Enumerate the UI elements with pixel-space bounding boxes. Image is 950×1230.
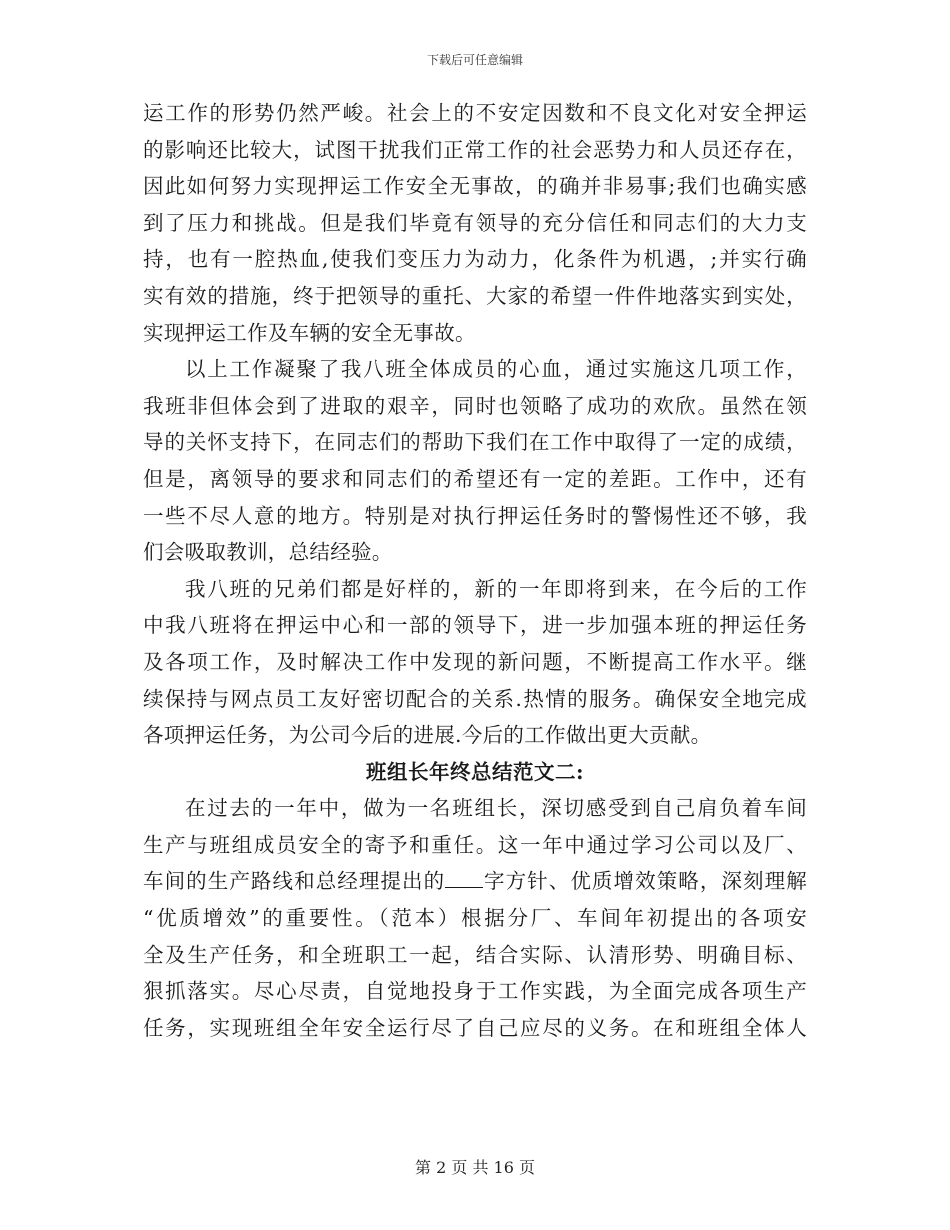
- text-line: 持，也有一腔热血,使我们变压力为动力，化条件为机遇，;并实行确: [143, 247, 807, 272]
- text-line: 及各项工作，及时解决工作中发现的新问题，不断提高工作水平。继: [143, 649, 807, 674]
- text-line: 们会吸取教训，总结经验。: [143, 540, 393, 565]
- text-line: 实有效的措施，终于把领导的重托、大家的希望一件件地落实到实处，: [143, 283, 807, 308]
- text-segment: 字方针、优质增效策略，深刻理解: [483, 869, 808, 894]
- fill-in-blank: [445, 869, 483, 888]
- text-line: 我八班的兄弟们都是好样的，新的一年即将到来，在今后的工作: [185, 576, 807, 601]
- text-line: 中我八班将在押运中心和一部的领导下，进一步加强本班的押运任务: [143, 613, 807, 638]
- text-line: 生产与班组成员安全的寄予和重任。这一年中通过学习公司以及厂、: [143, 832, 807, 857]
- text-line: 我班非但体会到了进取的艰辛，同时也领略了成功的欢欣。虽然在领: [143, 393, 807, 418]
- paragraph-3: [143, 571, 807, 754]
- paragraph-4: [143, 790, 807, 1046]
- text-line: 全及生产任务，和全班职工一起，结合实际、认清形势、明确目标、: [143, 942, 807, 967]
- section-heading: 班组长年终总结范文二:: [365, 759, 585, 784]
- text-line: 因此如何努力实现押运工作安全无事故，的确并非易事;我们也确实感: [143, 174, 807, 199]
- document-body: [143, 95, 807, 1046]
- text-line: 以上工作凝聚了我八班全体成员的心血，通过实施这几项工作，: [185, 357, 807, 382]
- text-segment: 车间的生产路线和总经理提出的: [143, 869, 446, 894]
- text-line: 但是，离领导的要求和同志们的希望还有一定的差距。工作中，还有: [143, 466, 807, 491]
- paragraph-2: [143, 351, 807, 571]
- text-line: 各项押运任务，为公司今后的进展.今后的工作做出更大贡献。: [143, 723, 712, 748]
- text-line: 续保持与网点员工友好密切配合的关系.热情的服务。确保安全地完成: [143, 686, 807, 711]
- text-line: [143, 863, 807, 900]
- paragraph-1: [143, 95, 807, 351]
- text-line: 狠抓落实。尽心尽责，自觉地投身于工作实践，为全面完成各项生产: [143, 979, 807, 1004]
- text-line: 运工作的形势仍然严峻。社会上的不安定因数和不良文化对安全押运: [143, 101, 807, 125]
- page-footer: 第 2 页 共 16 页: [415, 1158, 535, 1177]
- text-line: 实现押运工作及车辆的安全无事故。: [143, 320, 476, 345]
- text-line: 的影响还比较大，试图干扰我们正常工作的社会恶势力和人员还存在，: [143, 137, 807, 162]
- text-line: 导的关怀支持下，在同志们的帮助下我们在工作中取得了一定的成绩，: [143, 430, 807, 455]
- page-header: 下载后可任意编辑: [426, 53, 523, 67]
- text-line: 一些不尽人意的地方。特别是对执行押运任务时的警惕性还不够，我: [143, 503, 807, 528]
- text-line: “优质增效”的重要性。（范本）根据分厂、车间年初提出的各项安: [143, 906, 807, 931]
- text-line: 在过去的一年中，做为一名班组长，深切感受到自己肩负着车间: [185, 796, 807, 821]
- text-line: 到了压力和挑战。但是我们毕竟有领导的充分信任和同志们的大力支: [143, 210, 807, 235]
- text-line: 任务，实现班组全年安全运行尽了自己应尽的义务。在和班组全体人: [143, 1015, 807, 1040]
